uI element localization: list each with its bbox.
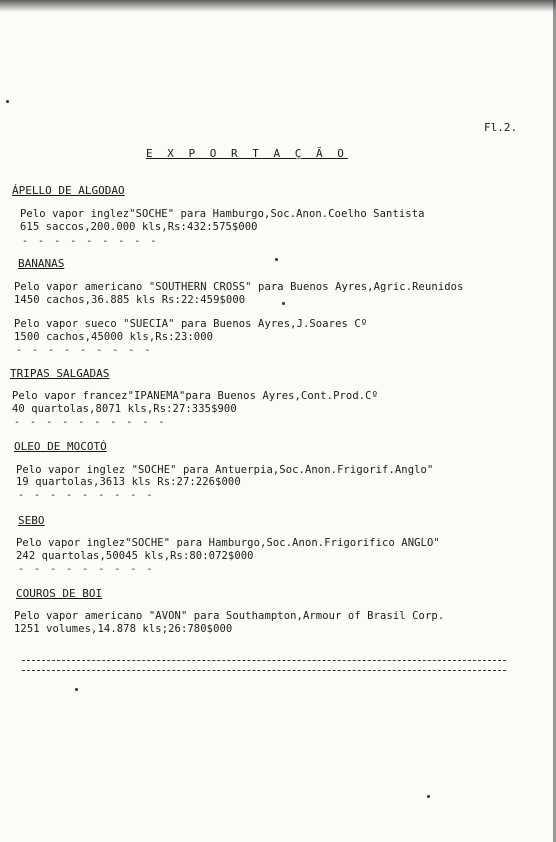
- closing-rule-2: [22, 670, 506, 671]
- entry-line-1: Pelo vapor inglez"SOCHE" para Hamburgo,Soc.Anon.Coelho Santista: [20, 208, 425, 220]
- section-title-bananas: BANANAS: [18, 257, 65, 270]
- entry-line-2: 1450 cachos,36.885 kls Rs:22:459$000: [14, 294, 246, 306]
- entry-line-1: Pelo vapor francez"IPANEMA"para Buenos Ayres,Cont.Prod.Cº: [12, 390, 379, 402]
- closing-rule-1: [22, 660, 506, 661]
- entry-line-2: 242 quartolas,50045 kls,Rs:80:072$000: [16, 550, 254, 562]
- scan-speck: [275, 258, 278, 261]
- section-title-couros: COUROS DE BOI: [16, 587, 103, 600]
- section-title-sebo: SEBO: [18, 514, 45, 527]
- dash-separator: - - - - - - - - -: [18, 564, 155, 575]
- page-folio: Fl.2.: [484, 121, 518, 134]
- document-heading: E X P O R T A Ç Ã O: [146, 147, 348, 160]
- entry-line-2: 1251 volumes,14.878 kls;26:780$000: [14, 623, 233, 635]
- entry-line-2: 1500 cachos,45000 kls,Rs:23:000: [14, 331, 214, 343]
- dash-separator: - - - - - - - - -: [18, 490, 155, 501]
- entry-line-2: 40 quartolas,8071 kls,Rs:27:335$900: [12, 403, 237, 415]
- section-title-oleo: OLEO DE MOCOTÓ: [14, 440, 107, 453]
- scan-speck: [75, 688, 78, 691]
- entry-line-1: Pelo vapor inglez"SOCHE" para Hamburgo,Soc.Anon.Frigorifico ANGLO": [16, 537, 440, 549]
- scan-speck: [282, 302, 285, 305]
- dash-separator: - - - - - - - - - -: [14, 417, 167, 428]
- dash-separator: - - - - - - - - -: [22, 236, 159, 247]
- scan-speck: [6, 100, 9, 103]
- entry-line-1: Pelo vapor americano "SOUTHERN CROSS" para Buenos Ayres,Agric.Reunidos: [14, 281, 464, 293]
- dash-separator: - - - - - - - - -: [16, 345, 153, 356]
- entry-line-1: Pelo vapor americano "AVON" para Southampton,Armour of Brasil Corp.: [14, 610, 445, 622]
- section-title-tripas: TRIPAS SALGADAS: [10, 367, 110, 380]
- scan-speck: [427, 795, 430, 798]
- entry-line-2: 19 quartolas,3613 kls Rs:27:226$000: [16, 476, 241, 488]
- scan-top-edge-shadow: [0, 0, 556, 12]
- entry-line-2: 615 saccos,200.000 kls,Rs:432:575$000: [20, 221, 258, 233]
- entry-line-1: Pelo vapor sueco "SUECIA" para Buenos Ayres,J.Soares Cº: [14, 318, 368, 330]
- section-title-algodao: ÁPELLO DE ALGODAO: [12, 184, 125, 197]
- entry-line-1: Pelo vapor inglez "SOCHE" para Antuerpia,Soc.Anon.Frigorif.Anglo": [16, 464, 434, 476]
